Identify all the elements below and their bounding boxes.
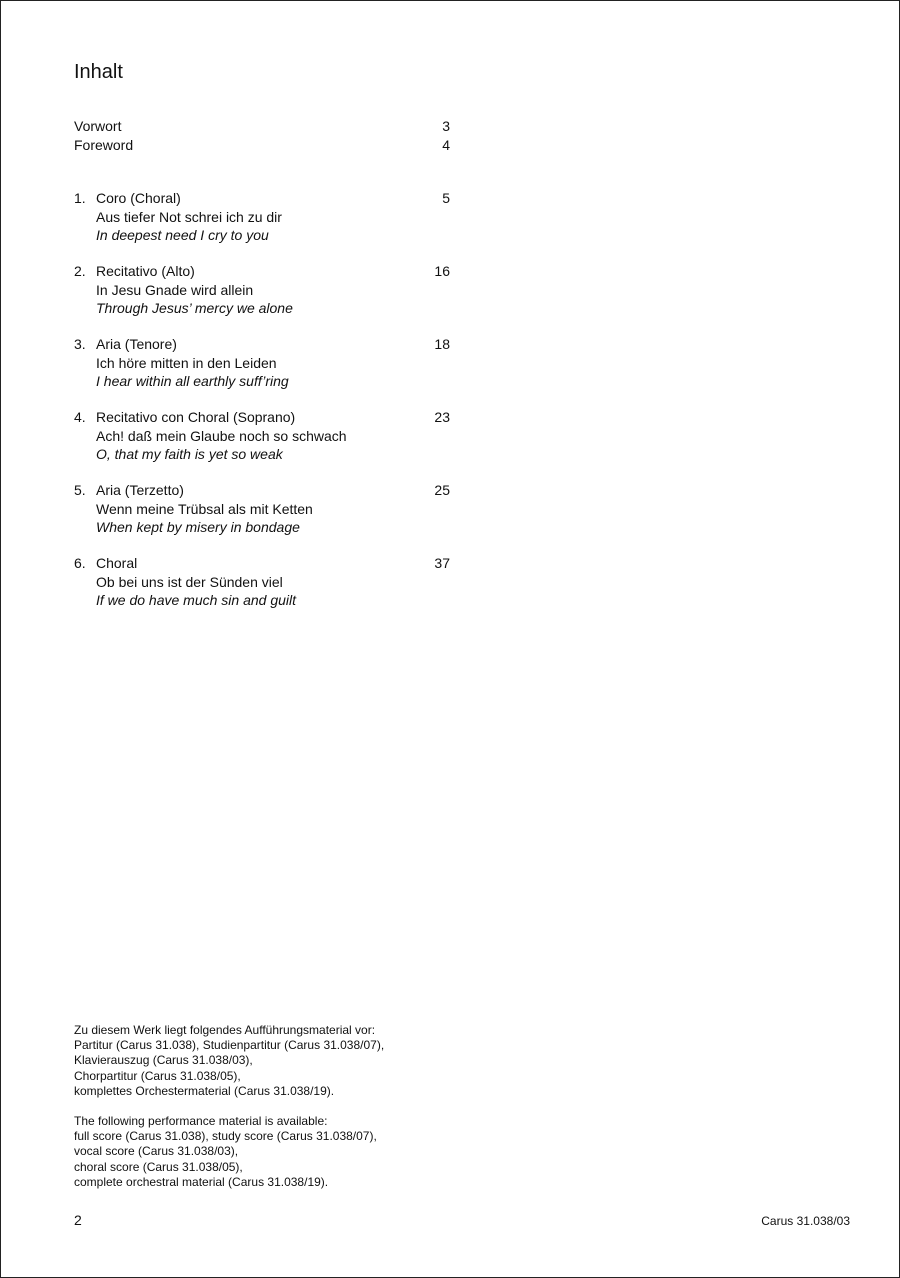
entry-page: 18 <box>434 336 450 352</box>
material-line: Chorpartitur (Carus 31.038/05), <box>74 1068 241 1083</box>
english-title: If we do have much sin and guilt <box>96 592 297 608</box>
german-title: Ob bei uns ist der Sünden viel <box>96 573 283 590</box>
german-title: In Jesu Gnade wird allein <box>96 281 254 298</box>
table-of-contents <box>74 189 450 627</box>
entry-number: 4. <box>74 409 86 425</box>
entry-body <box>96 335 289 391</box>
material-german <box>74 1023 494 1099</box>
front-matter-page: 3 <box>442 118 450 134</box>
entry-number: 6. <box>74 555 86 571</box>
toc-entry <box>74 189 450 262</box>
front-matter-row <box>74 136 450 155</box>
english-title: When kept by misery in bondage <box>96 519 300 535</box>
page-title: Inhalt <box>74 61 123 83</box>
material-line: Zu diesem Werk liegt folgendes Aufführungsmaterial vor: <box>74 1023 376 1037</box>
material-line: komplettes Orchestermaterial (Carus 31.038/19). <box>74 1083 335 1098</box>
front-matter-label: Vorwort <box>74 118 122 134</box>
material-line: The following performance material is available: <box>74 1114 328 1129</box>
material-line: Klavierauszug (Carus 31.038/03), <box>74 1053 253 1068</box>
german-title: Aus tiefer Not schrei ich zu dir <box>96 208 282 225</box>
toc-entry <box>74 262 450 335</box>
material-line: choral score (Carus 31.038/05), <box>74 1159 243 1174</box>
english-title: Through Jesus’ mercy we alone <box>96 300 293 316</box>
entry-page: 5 <box>442 190 450 206</box>
entry-page: 25 <box>434 482 450 498</box>
material-line: complete orchestral material (Carus 31.038/19). <box>74 1174 329 1189</box>
movement-title: Choral <box>96 555 138 571</box>
toc-entry <box>74 408 450 481</box>
movement-title: Recitativo (Alto) <box>96 263 195 279</box>
front-matter-row <box>74 117 450 136</box>
english-title: In deepest need I cry to you <box>96 227 269 243</box>
german-title: Ach! daß mein Glaube noch so schwach <box>96 427 347 444</box>
english-title: I hear within all earthly suff’ring <box>96 373 289 389</box>
entry-number: 2. <box>74 263 86 279</box>
toc-entry <box>74 554 450 627</box>
material-line: full score (Carus 31.038), study score (Carus 31.038/07), <box>74 1129 377 1144</box>
entry-body <box>96 554 296 610</box>
movement-title: Recitativo con Choral (Soprano) <box>96 409 296 425</box>
entry-body <box>96 189 282 245</box>
entry-body <box>96 481 313 537</box>
material-line: vocal score (Carus 31.038/03), <box>74 1144 239 1159</box>
entry-number: 3. <box>74 336 86 352</box>
toc-entry <box>74 335 450 408</box>
movement-title: Aria (Tenore) <box>96 336 177 352</box>
entry-page: 16 <box>434 263 450 279</box>
entry-page: 37 <box>434 555 450 571</box>
entry-body <box>96 262 293 318</box>
performance-material <box>74 1023 494 1190</box>
material-line: Partitur (Carus 31.038), Studienpartitur (Carus 31.038/07), <box>74 1038 385 1053</box>
material-english <box>74 1114 494 1190</box>
page-number: 2 <box>74 1212 82 1228</box>
german-title: Ich höre mitten in den Leiden <box>96 354 277 371</box>
front-matter-label: Foreword <box>74 136 134 153</box>
entry-number: 1. <box>74 190 86 206</box>
english-title: O, that my faith is yet so weak <box>96 446 283 462</box>
german-title: Wenn meine Trübsal als mit Ketten <box>96 500 313 517</box>
entry-page: 23 <box>434 409 450 425</box>
toc-entry <box>74 481 450 554</box>
movement-title: Aria (Terzetto) <box>96 482 184 498</box>
movement-title: Coro (Choral) <box>96 190 181 206</box>
catalog-number: Carus 31.038/03 <box>761 1214 850 1228</box>
entry-body <box>96 408 347 464</box>
front-matter-page: 4 <box>442 136 450 153</box>
entry-number: 5. <box>74 482 86 498</box>
front-matter <box>74 117 450 154</box>
